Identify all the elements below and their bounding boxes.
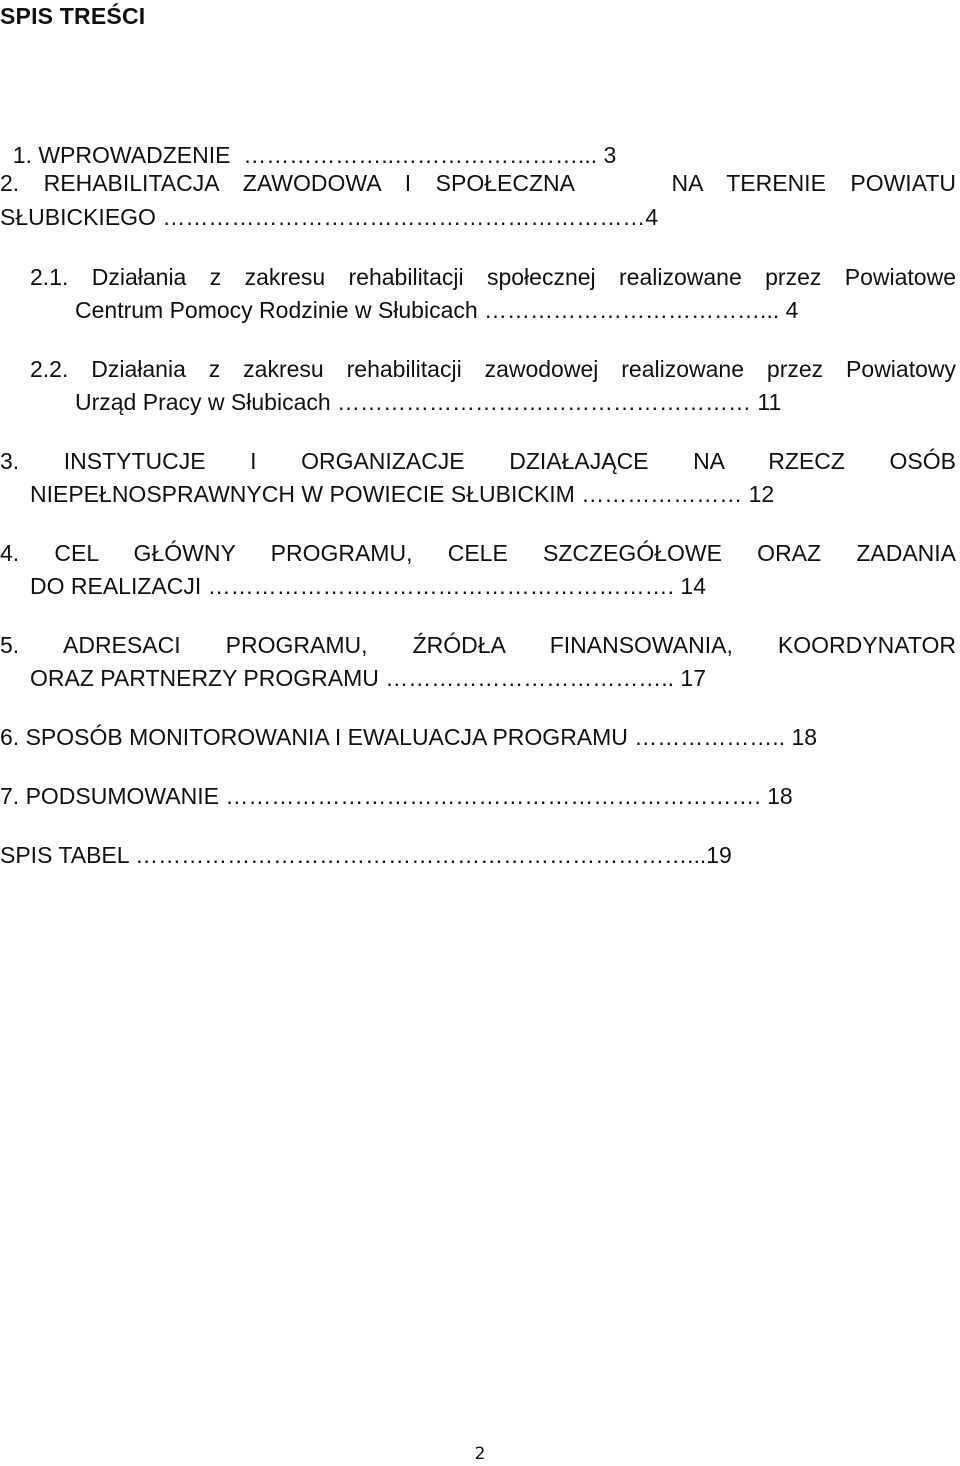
toc-entry-2-1-line-2[interactable]: Centrum Pomocy Rodzinie w Słubicach ………………………………... 4 (75, 297, 799, 323)
toc-entry-4-line-1[interactable]: 4. CEL GŁÓWNY PROGRAMU, CELE SZCZEGÓŁOWE ORAZ ZADANIA (0, 540, 956, 566)
toc-entry-5-line-2[interactable]: ORAZ PARTNERZY PROGRAMU ……………………………….. 17 (30, 665, 707, 691)
toc-entry-1-line-1: 1. WPROWADZENIE ………………..……………………... 3 (12, 142, 617, 168)
toc-entry-2-2-line-2[interactable]: Urząd Pracy w Słubicach ……………………………………………… 11 (75, 389, 782, 415)
toc-entry-3-line-1[interactable]: 3. INSTYTUCJE I ORGANIZACJE DZIAŁAJĄCE NA RZECZ OSÓB (0, 448, 956, 474)
toc-entry-3-line-2[interactable]: NIEPEŁNOSPRAWNYCH W POWIECIE SŁUBICKIM ………………… 12 (30, 481, 775, 507)
toc-entry-7[interactable]: 7. PODSUMOWANIE ……………………………………………………………. 18 (0, 783, 793, 809)
page-number: 2 (474, 1444, 486, 1464)
toc-entry-2-2-line-1[interactable]: 2.2. Działania z zakresu rehabilitacji zawodowej realizowane przez Powiatowy (30, 356, 956, 382)
toc-entry-6[interactable]: 6. SPOSÓB MONITOROWANIA I EWALUACJA PROGRAMU ……………….. 18 (0, 724, 818, 750)
toc-entry-2-line-1[interactable]: 2. REHABILITACJA ZAWODOWA I SPOŁECZNA NA TERENIE POWIATU (0, 170, 956, 196)
toc-entry-2-line-2[interactable]: SŁUBICKIEGO ………………………………………………………4 (0, 204, 659, 230)
toc-entry-2-1-line-1[interactable]: 2.1. Działania z zakresu rehabilitacji społecznej realizowane przez Powiatowe (30, 264, 956, 290)
toc-entry-1[interactable] (0, 110, 952, 170)
toc-entry-5-line-1[interactable]: 5. ADRESACI PROGRAMU, ŹRÓDŁA FINANSOWANIA, KOORDYNATOR (0, 632, 956, 658)
toc-title: SPIS TREŚCI (0, 3, 146, 29)
toc-entry-spis-tabel[interactable]: SPIS TABEL ………………………………………………………………...19 (0, 842, 732, 868)
toc-entry-4-line-2[interactable]: DO REALIZACJI ……………………………………………………. 14 (30, 573, 707, 599)
